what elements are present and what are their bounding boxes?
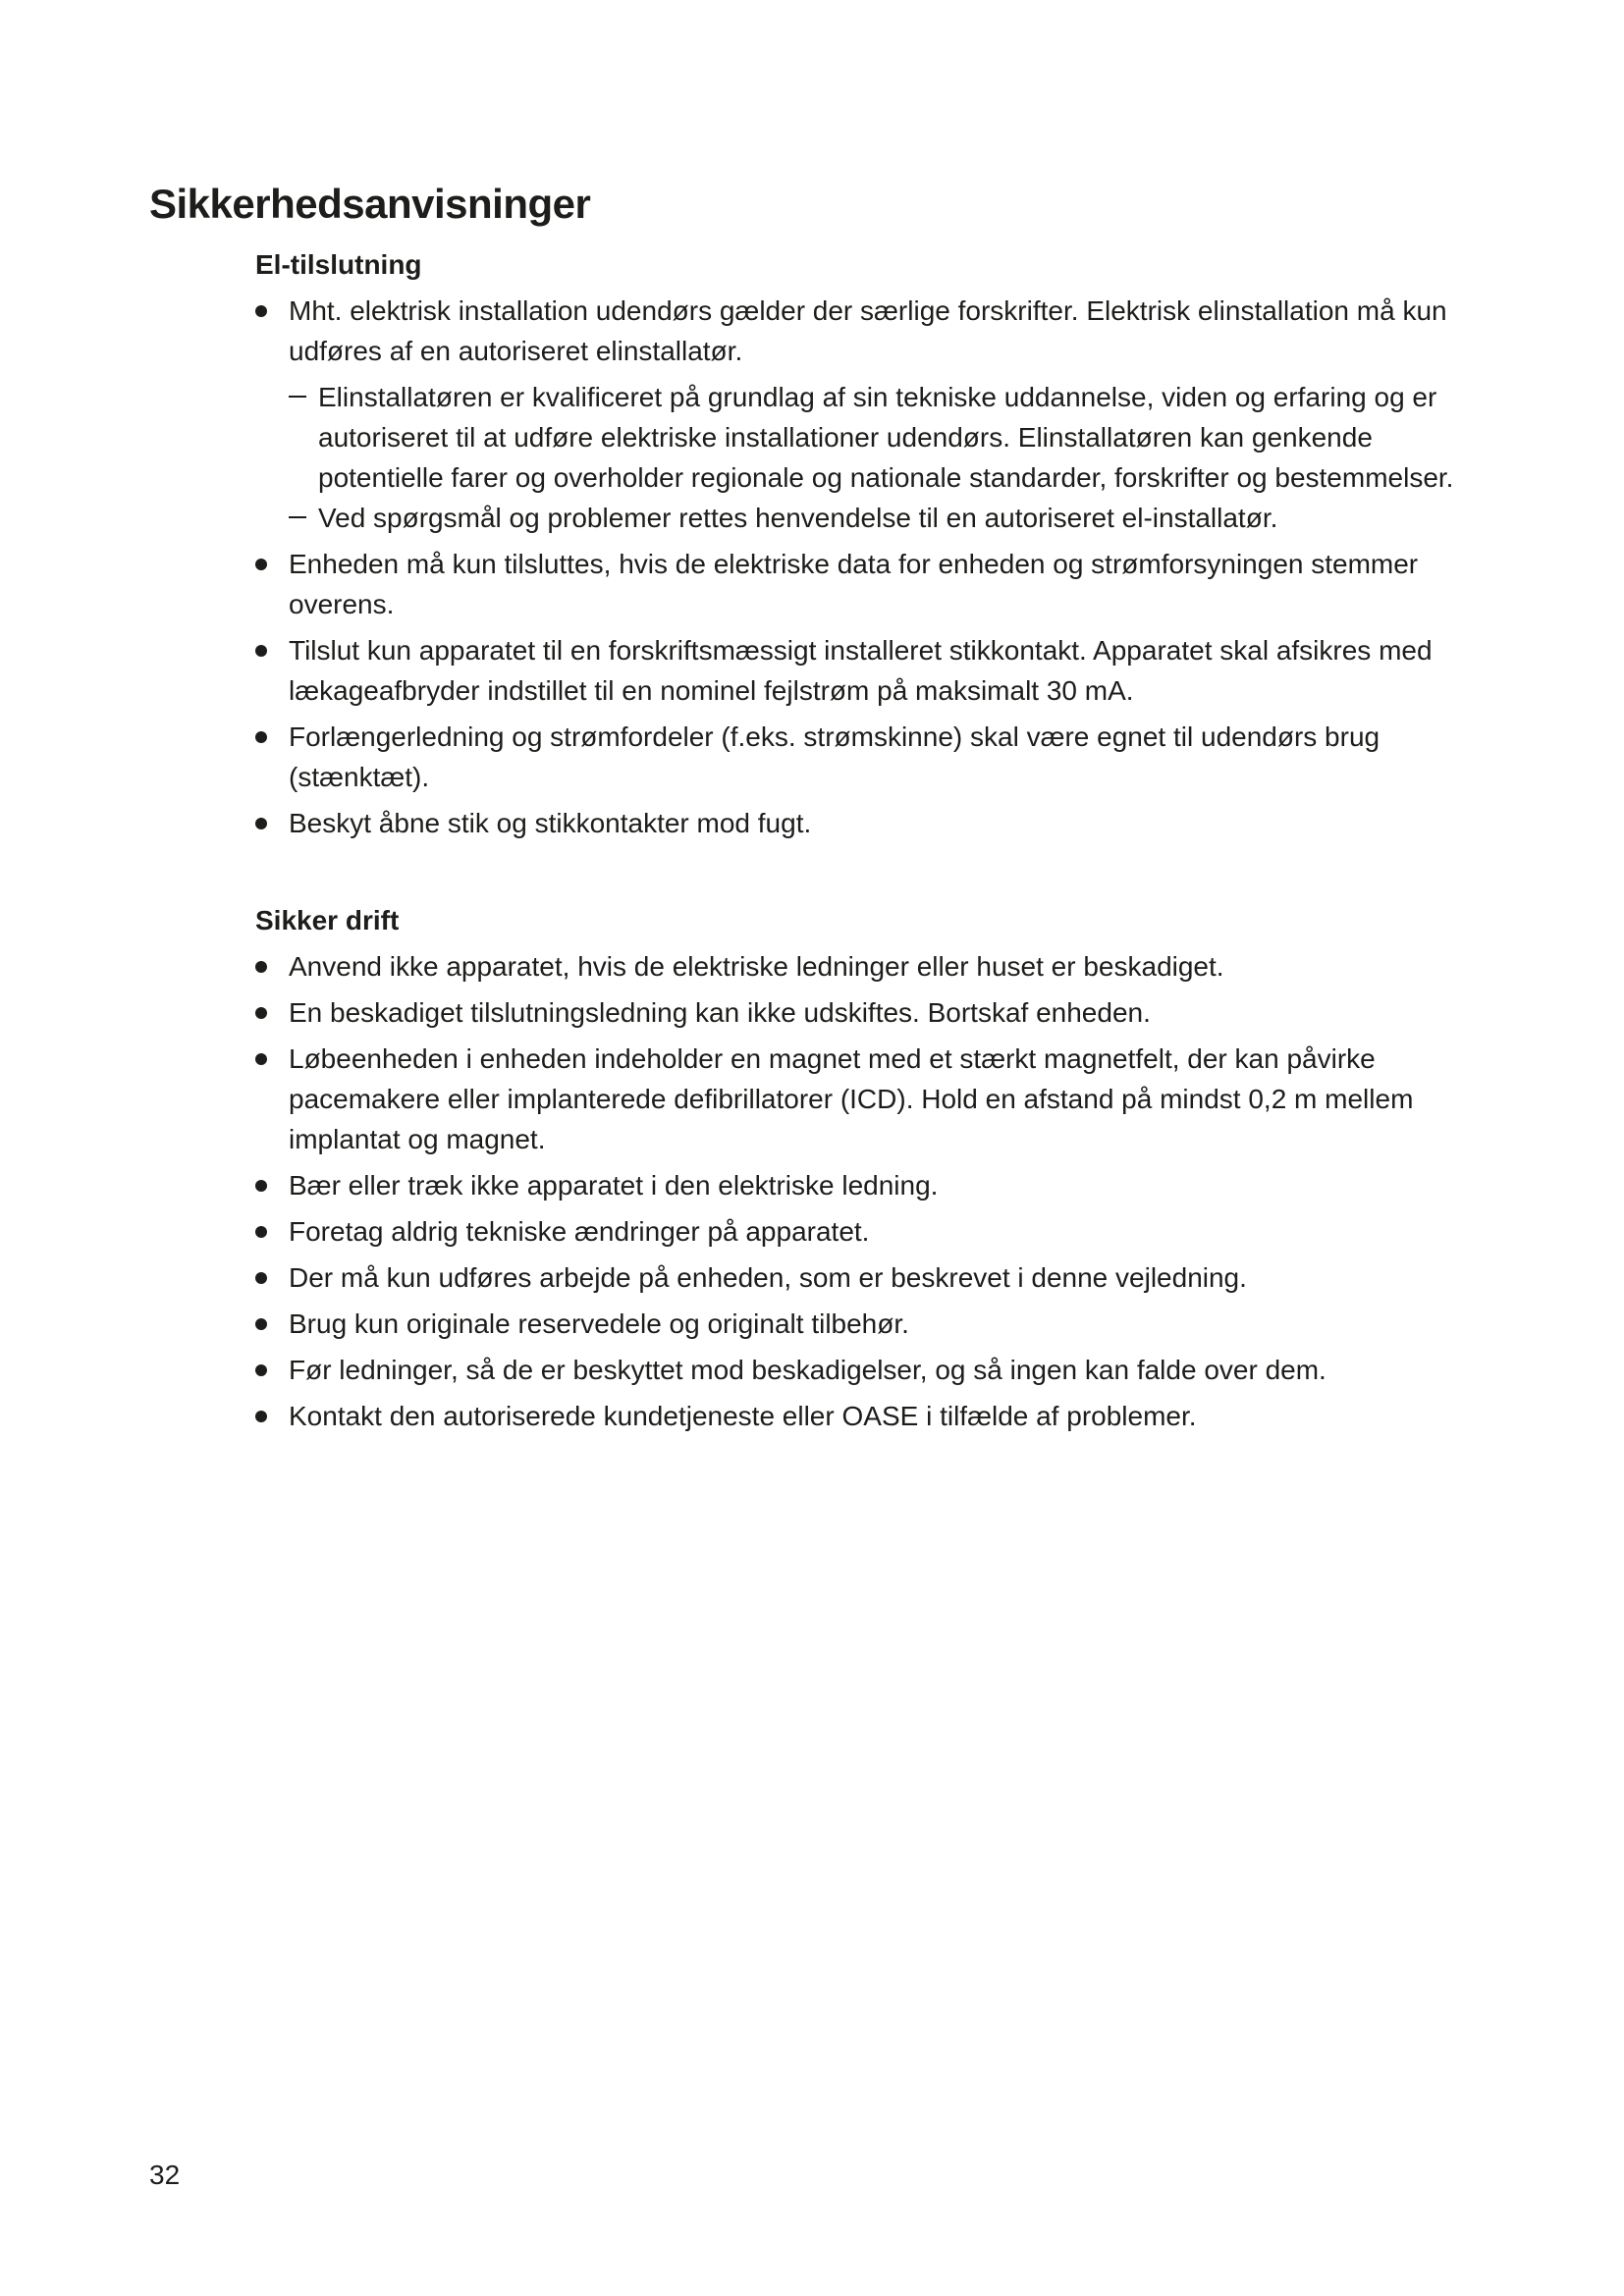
list-item-text: Tilslut kun apparatet til en forskriftsmæssigt installeret stikkontakt. Apparatet skal afsikres med lækageafbryder indstillet til en nominel fejlstrøm på maksimalt 30 mA. xyxy=(289,635,1433,706)
bullet-icon xyxy=(255,1272,267,1284)
list-item xyxy=(255,1039,1492,1159)
bullet-icon xyxy=(255,818,267,829)
el-tilslutning-section xyxy=(255,245,1492,849)
sub-list-item xyxy=(289,377,1492,498)
dash-icon xyxy=(289,516,306,518)
list-item xyxy=(255,630,1492,711)
el-tilslutning-list xyxy=(255,291,1492,843)
list-item xyxy=(255,1396,1492,1436)
list-item-text: Løbeenheden i enheden indeholder en magnet med et stærkt magnetfelt, der kan påvirke pacemakere eller implanterede defibrillatorer (ICD). Hold en afstand på mindst 0,2 m mellem implantat og magnet. xyxy=(289,1043,1414,1154)
bullet-icon xyxy=(255,1180,267,1192)
bullet-icon xyxy=(255,1318,267,1330)
list-item xyxy=(255,946,1492,987)
sikker-drift-section xyxy=(255,901,1492,1442)
list-item-text: Beskyt åbne stik og stikkontakter mod fugt. xyxy=(289,808,812,838)
bullet-icon xyxy=(255,1226,267,1238)
list-item-text: Før ledninger, så de er beskyttet mod beskadigelser, og så ingen kan falde over dem. xyxy=(289,1355,1326,1385)
dash-icon xyxy=(289,396,306,398)
bullet-icon xyxy=(255,1007,267,1019)
list-item-text: Enheden må kun tilsluttes, hvis de elektriske data for enheden og strømforsyningen stemmer overens. xyxy=(289,549,1419,619)
bullet-icon xyxy=(255,305,267,317)
list-item-text: Mht. elektrisk installation udendørs gælder der særlige forskrifter. Elektrisk elinstallation må kun udføres af en autoriseret elinstallatør. xyxy=(289,295,1447,366)
bullet-icon xyxy=(255,645,267,657)
list-item xyxy=(255,1211,1492,1252)
el-tilslutning-heading: El-tilslutning xyxy=(255,249,422,280)
list-item-text: En beskadiget tilslutningsledning kan ikke udskiftes. Bortskaf enheden. xyxy=(289,997,1151,1028)
sub-list-item-text: Ved spørgsmål og problemer rettes henvendelse til en autoriseret el-installatør. xyxy=(318,503,1278,533)
list-item xyxy=(255,1257,1492,1298)
list-item-text: Brug kun originale reservedele og originalt tilbehør. xyxy=(289,1308,909,1339)
list-item xyxy=(255,717,1492,797)
list-item-text: Anvend ikke apparatet, hvis de elektriske ledninger eller huset er beskadiget. xyxy=(289,951,1224,982)
page-number: 32 xyxy=(149,2160,181,2190)
list-item xyxy=(255,992,1492,1033)
bullet-icon xyxy=(255,731,267,743)
page-title: Sikkerhedsanvisninger xyxy=(149,181,591,227)
list-item xyxy=(255,1350,1492,1390)
bullet-icon xyxy=(255,1364,267,1376)
sub-list xyxy=(289,377,1492,538)
list-item-text: Der må kun udføres arbejde på enheden, som er beskrevet i denne vejledning. xyxy=(289,1262,1247,1293)
list-item xyxy=(255,1165,1492,1205)
list-item xyxy=(255,1304,1492,1344)
list-item-text: Bær eller træk ikke apparatet i den elektriske ledning. xyxy=(289,1170,939,1201)
list-item-text: Forlængerledning og strømfordeler (f.eks. strømskinne) skal være egnet til udendørs brug (stænktæt). xyxy=(289,721,1380,792)
list-item-text: Kontakt den autoriserede kundetjeneste eller OASE i tilfælde af problemer. xyxy=(289,1401,1197,1431)
sub-list-item-text: Elinstallatøren er kvalificeret på grundlag af sin tekniske uddannelse, viden og erfaring og er autoriseret til at udføre elektriske installationer udendørs. Elinstallatøren kan genkende potentielle farer og overholder regionale og nationale standarder, forskrifter og bestemmelser. xyxy=(318,382,1454,493)
list-item xyxy=(255,544,1492,624)
bullet-icon xyxy=(255,559,267,570)
list-item xyxy=(255,803,1492,843)
sikker-drift-heading: Sikker drift xyxy=(255,905,400,935)
sikker-drift-list xyxy=(255,946,1492,1436)
list-item-text: Foretag aldrig tekniske ændringer på apparatet. xyxy=(289,1216,870,1247)
list-item xyxy=(255,291,1492,538)
bullet-icon xyxy=(255,961,267,973)
bullet-icon xyxy=(255,1411,267,1422)
bullet-icon xyxy=(255,1053,267,1065)
sub-list-item xyxy=(289,498,1492,538)
